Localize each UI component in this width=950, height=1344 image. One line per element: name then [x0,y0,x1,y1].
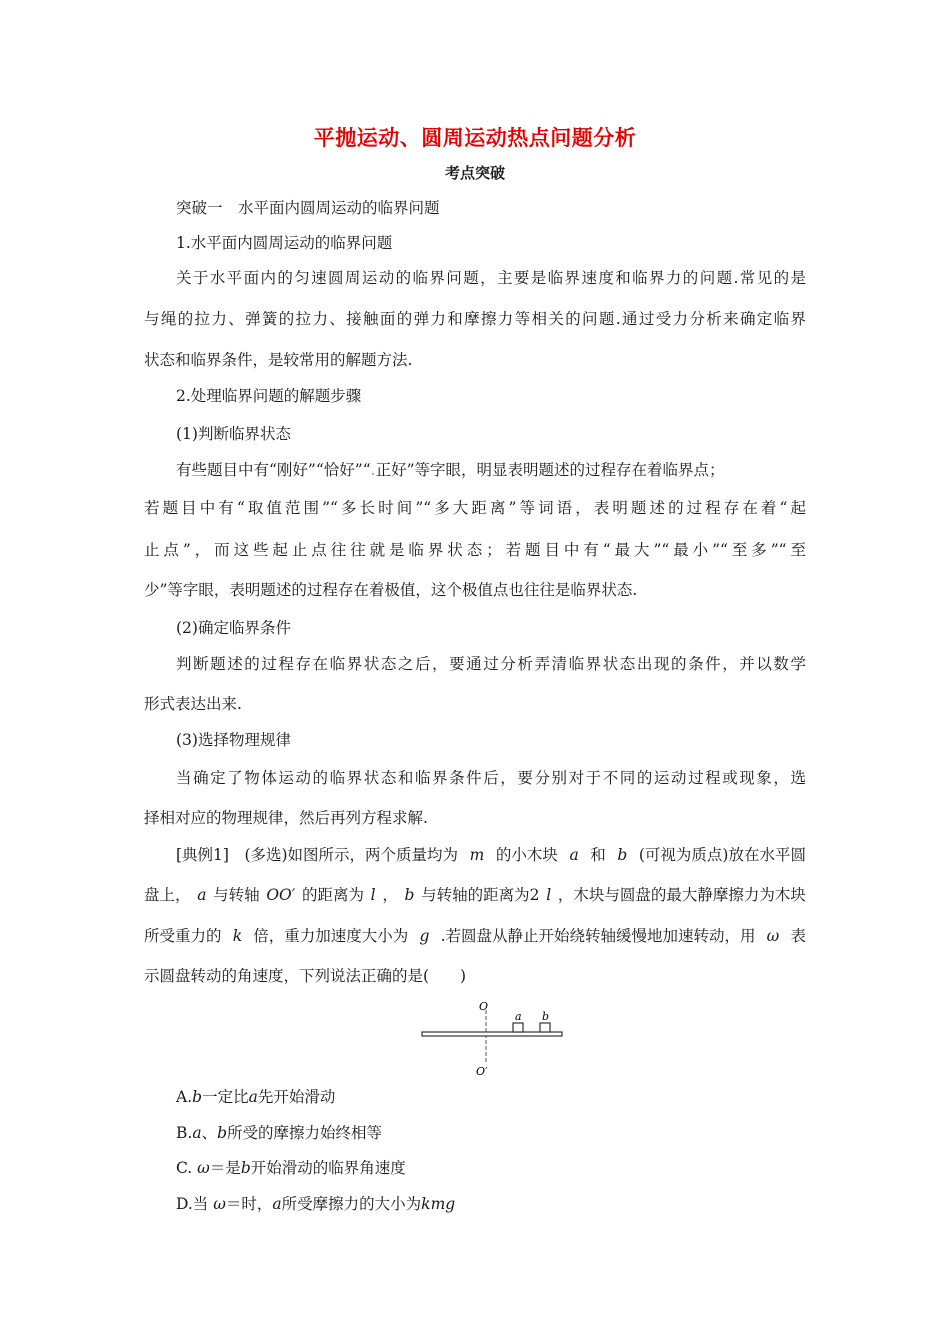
p2-text-a: 有些题目中有“刚好”“恰好”“ [176,461,371,479]
label-o-prime: O′ [476,1065,488,1078]
block-b [540,1023,550,1032]
ex2-b: 与转轴 [213,886,260,904]
ex3-d: 表 [790,927,806,945]
option-b-text-1: 、 [201,1124,218,1142]
paragraph-1-line-3: 状态和临界条件，是较常用的解题方法. [144,351,413,369]
p2-text-b: 正好”等字眼，明显表明题述的过程存在着临界点； [375,461,725,479]
heading-2-3: (3)选择物理规律 [176,731,291,749]
paragraph-1-line-2: 与绳的拉力、弹簧的拉力、接触面的弹力和摩擦力等相关的问题.通过受力分析来确定临界 [144,310,806,328]
option-d-text-1: ＝时， [225,1195,273,1213]
label-o: O [479,1000,489,1013]
ex2-f: ，木块与圆盘的最大静摩擦力为木块 [557,886,806,904]
option-b-letter: B. [176,1124,193,1142]
ex2-e: 与转轴的距离为2 [421,886,540,904]
option-a-var-1: b [192,1088,203,1106]
paragraph-4-line-1: 当确定了物体运动的临界状态和临界条件后，要分别对于不同的运动过程或现象，选 [176,769,806,787]
option-d-var-2: a [272,1195,282,1213]
option-a-text-1: 一定比 [202,1088,249,1106]
block-a [513,1023,523,1032]
ex2-a: 盘上， [144,886,191,904]
page-title: 平抛运动、圆周运动热点问题分析 [313,126,637,150]
turntable-diagram [418,996,568,1078]
paragraph-2-line-2: 若题目中有“取值范围”“多长时间”“多大距离”等词语，表明题述的过程存在着“起 [144,499,806,517]
paragraph-2-line-4: 少”等字眼，表明题述的过程存在着极值，这个极值点也往往是临界状态. [144,581,638,599]
section-subtitle: 考点突破 [444,164,505,182]
label-b: b [542,1010,550,1023]
p2-dot: . [370,461,376,479]
option-d-letter: D.当 [176,1195,209,1213]
ex2-c: 的距离为 [301,886,364,904]
option-c-var-1: ω [197,1159,210,1177]
ex1-m: m [469,846,485,864]
ex3-a: 所受重力的 [144,927,222,945]
ex3-m3: ω [766,927,780,945]
option-a [176,1087,335,1107]
option-b-var-1: a [192,1124,202,1142]
option-d [176,1194,455,1214]
heading-2-2: (2)确定临界条件 [176,619,291,637]
paragraph-4-line-2: 择相对应的物理规律，然后再列方程求解. [144,809,428,827]
ex1-a-var: a [569,846,579,864]
option-b [176,1123,382,1143]
ex2-m4: b [404,886,415,904]
option-b-text-2: 所受的摩擦力始终相等 [227,1124,383,1142]
option-a-var-2: a [248,1088,258,1106]
ex1-c: 和 [590,846,606,864]
option-d-text-2: 所受摩擦力的大小为 [281,1195,422,1213]
ex2-m2: OO′ [266,886,296,904]
option-c [176,1158,406,1178]
option-c-text-2: 开始滑动的临界角速度 [250,1159,406,1177]
paragraph-2-line-1 [176,460,806,480]
option-c-var-2: b [240,1159,251,1177]
option-d-var-1: ω [213,1195,226,1213]
heading-2-1: (1)判断临界状态 [176,425,291,443]
example-line-4: 示圆盘转动的角速度，下列说法正确的是( ) [144,967,467,985]
option-c-letter: C. [176,1159,193,1177]
ex1-b-var: b [617,846,628,864]
heading-1: 1.水平面内圆周运动的临界问题 [176,234,393,252]
heading-2: 2.处理临界问题的解题步骤 [176,387,362,405]
ex1-d: (可视为质点)放在水平圆 [638,846,806,864]
option-d-var-3: kmg [421,1195,456,1213]
option-a-text-2: 先开始滑动 [257,1088,336,1106]
ex1-a: [典例1] (多选)如图所示，两个质量均为 [176,846,459,864]
option-a-letter: A. [176,1088,193,1106]
ex1-b: 的小木块 [495,846,558,864]
paragraph-2-line-3: 止点”，而这些起止点往往就是临界状态；若题目中有“最大”“最小”“至多”“至 [144,541,806,559]
ex2-m3: l [370,886,376,904]
paragraph-3-line-2: 形式表达出来. [144,695,242,713]
example-line-3 [144,926,806,946]
ex3-b: 倍，重力加速度大小为 [253,927,409,945]
paragraph-1-line-1: 关于水平面内的匀速圆周运动的临界问题，主要是临界速度和临界力的问题.常见的是 [176,269,806,287]
ex3-m2: g [419,927,430,945]
example-line-1 [176,845,806,865]
option-b-var-2: b [217,1124,228,1142]
ex2-d: ， [382,886,398,904]
ex2-m5: l [546,886,552,904]
ex2-m1: a [197,886,207,904]
ex3-c: .若圆盘从静止开始绕转轴缓慢地加速转动，用 [440,927,756,945]
example-line-2 [144,885,806,905]
ex3-m1: k [232,927,243,945]
paragraph-3-line-1: 判断题述的过程存在临界状态之后，要通过分析弄清临界状态出现的条件，并以数学 [176,655,806,673]
label-a: a [515,1010,522,1023]
heading-breakthrough-1: 突破一 水平面内圆周运动的临界问题 [176,199,440,217]
option-c-text-1: ＝是 [209,1159,241,1177]
